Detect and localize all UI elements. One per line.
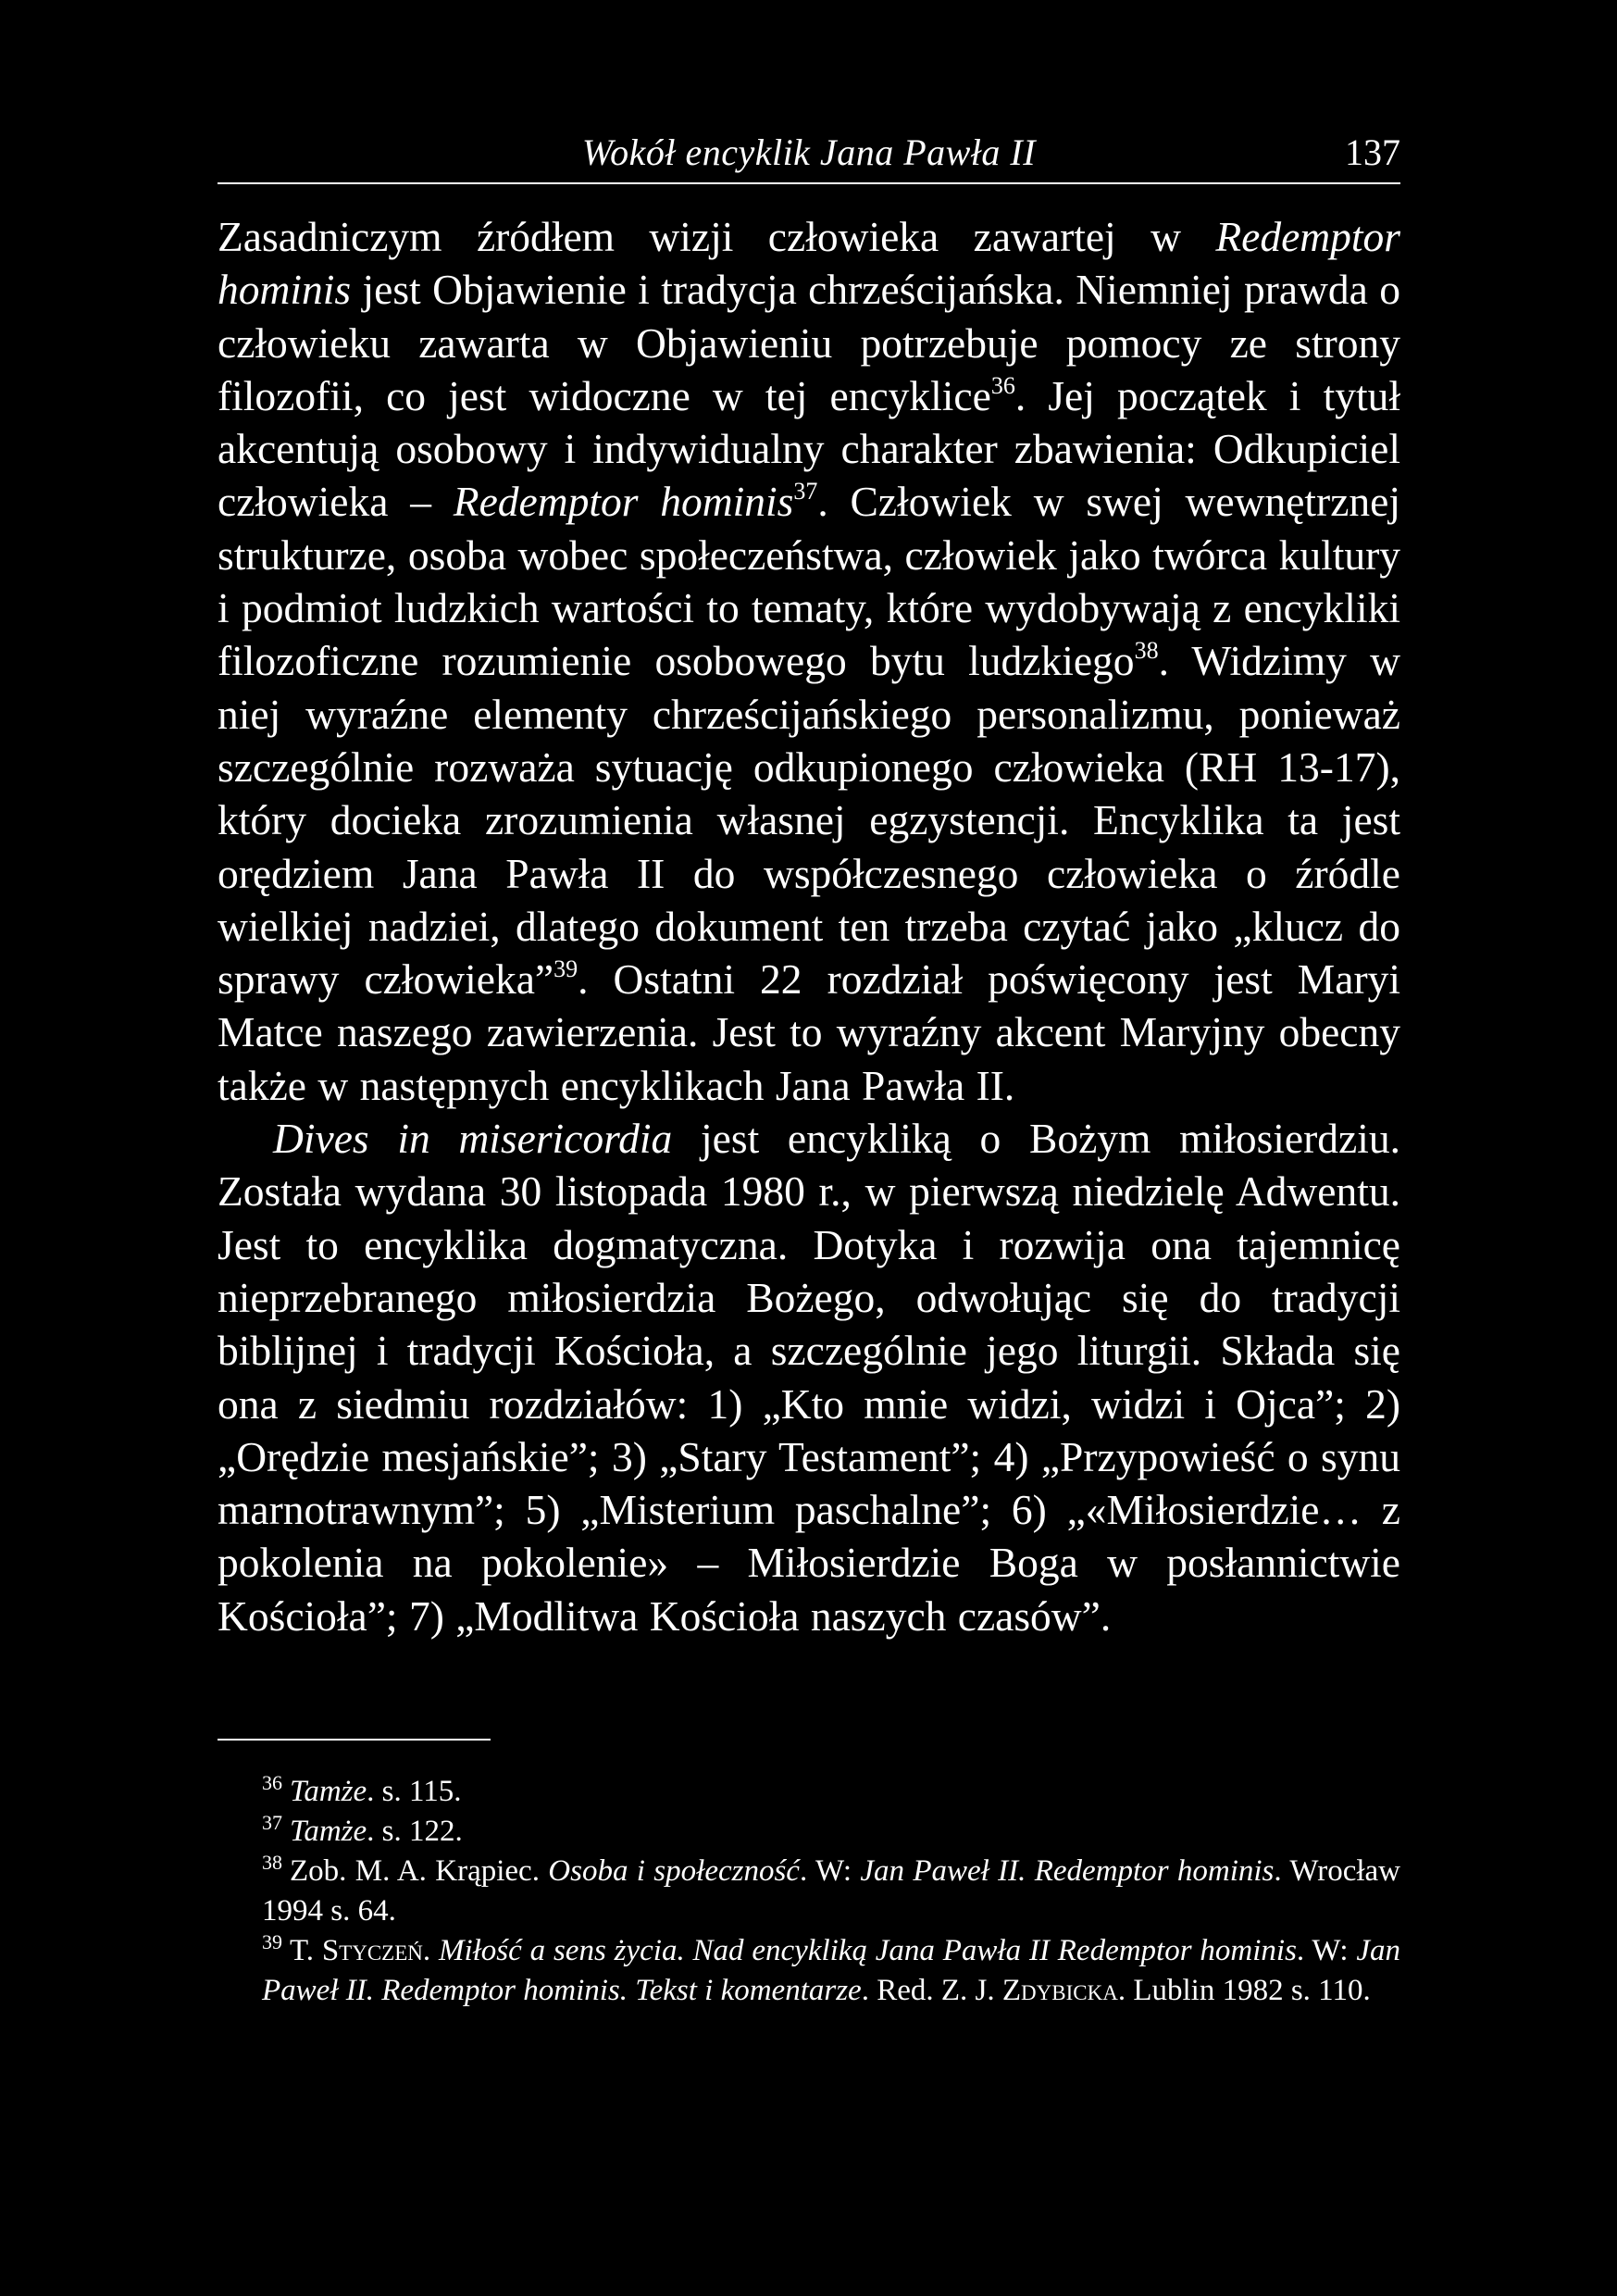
- text-run: . Widzimy w niej wyraźne elementy chrześcijańskiego personalizmu, ponieważ szczególnie rozważa sytuację odkupionego człowieka (RH 13-17), który docieka zrozumienia własnej egzystencji. Encyklika ta jest orędziem Jana Pawła II do współczesnego człowieka o źródle wielkiej nadziei, dlatego dokument ten trzeba czytać jako „klucz do sprawy człowieka”: [218, 637, 1400, 1004]
- footnote-text: Osoba i społeczność: [548, 1854, 800, 1889]
- main-text: [218, 210, 1400, 1642]
- italic-title: Redemptor hominis: [453, 478, 794, 526]
- footnotes: [218, 1772, 1400, 2011]
- text-run: Zasadniczym źródłem wizji człowieka zawartej w: [218, 213, 1216, 260]
- footnote-37: [218, 1812, 1400, 1852]
- paragraph-dives-in-misericordia: [218, 1112, 1400, 1642]
- footnote-text: . Wrocław 1994 s. 64.: [262, 1854, 1400, 1928]
- footnote-text: . s. 115.: [367, 1775, 462, 1809]
- italic-title: Dives in misericordia: [273, 1115, 673, 1163]
- footnote-ref: 39: [554, 955, 578, 982]
- book-page: [218, 125, 1400, 2199]
- author-name: Zdybicka: [1001, 1974, 1118, 2008]
- footnote-38: [218, 1852, 1400, 1931]
- footnote-text: . s. 122.: [367, 1815, 463, 1849]
- footnote-text: Tamże: [290, 1815, 367, 1849]
- text-run: jest encykliką o Bożym miłosierdziu. Została wydana 30 listopada 1980 r., w pierwszą niedzielę Adwentu. Jest to encyklika dogmatyczna. Dotyka i rozwija ona tajemnicę nieprzebranego miłosierdzia Bożego, odwołując się do tradycji biblijnej i tradycji Kościoła, a szczególnie jego liturgii. Składa się ona z siedmiu rozdziałów: 1) „Kto mnie widzi, widzi i Ojca”; 2) „Orędzie mesjańskie”; 3) „Stary Testament”; 4) „Przypowieść o synu marnotrawnym”; 5) „Misterium paschalne”; 6) „«Miłosierdzie… z pokolenia na pokolenie» – Miłosierdzie Boga w posłannictwie Kościoła”; 7) „Modlitwa Kościoła naszych czasów”.: [218, 1115, 1400, 1640]
- footnote-ref: 37: [793, 478, 818, 505]
- text-run: . Jej początek i tytuł akcentują osobowy i indywidualny charakter zbawienia: Odkupiciel człowieka –: [218, 371, 1400, 526]
- italic-title: Redemptor hominis: [218, 213, 1400, 314]
- footnote-ref: 38: [1134, 637, 1159, 665]
- footnote-text: Zob. M. A. Krąpiec.: [290, 1854, 549, 1889]
- footnote-text: Miłość a sens życia. Nad encykliką Jana Pawła II Redemptor hominis: [438, 1934, 1297, 1968]
- footnote-ref: 36: [990, 371, 1015, 399]
- footnote-text: Jan Paweł II. Redemptor hominis. Tekst i komentarze: [262, 1934, 1401, 2008]
- footnote-36: [218, 1772, 1400, 1812]
- footnote-text: Tamże: [290, 1775, 367, 1809]
- footnote-text: . W:: [799, 1854, 861, 1889]
- footnote-number: 37: [262, 1811, 282, 1835]
- page-number: 137: [1345, 131, 1400, 173]
- footnote-number: 38: [262, 1851, 282, 1875]
- running-title: Wokół encyklik Jana Pawła II: [581, 131, 1037, 173]
- footnote-separator: [218, 1739, 491, 1741]
- text-run: . Człowiek w swej wewnętrznej strukturze, osoba wobec społeczeństwa, człowiek jako twórca kultury i podmiot ludzkich wartości to tematy, które wydobywają z encykliki filozoficzne rozumienie osobowego bytu ludzkiego: [218, 478, 1400, 685]
- footnote-text: . W:: [1296, 1934, 1357, 1968]
- footnote-text: T.: [290, 1934, 322, 1968]
- running-header: [218, 125, 1400, 184]
- footnote-text: .: [422, 1934, 439, 1968]
- author-name: Styczeń: [321, 1934, 423, 1968]
- footnote-text: . Lublin 1982 s. 110.: [1117, 1974, 1371, 2008]
- text-run: jest Objawienie i tradycja chrześcijańska. Niemniej prawda o człowieku zawarta w Objawieniu potrzebuje pomocy ze strony filozofii, co jest widoczne w tej encyklice: [218, 266, 1400, 419]
- footnote-text: Jan Paweł II. Redemptor hominis: [860, 1854, 1275, 1889]
- footnote-text: . Red. Z. J.: [861, 1974, 1002, 2008]
- footnote-39: [218, 1931, 1400, 2011]
- footnote-number: 36: [262, 1771, 282, 1795]
- text-run: . Ostatni 22 rozdział poświęcony jest Maryi Matce naszego zawierzenia. Jest to wyraźny akcent Maryjny obecny także w następnych encyklikach Jana Pawła II.: [218, 955, 1400, 1109]
- footnote-number: 39: [262, 1930, 282, 1954]
- paragraph-redemptor-hominis: [218, 210, 1400, 1112]
